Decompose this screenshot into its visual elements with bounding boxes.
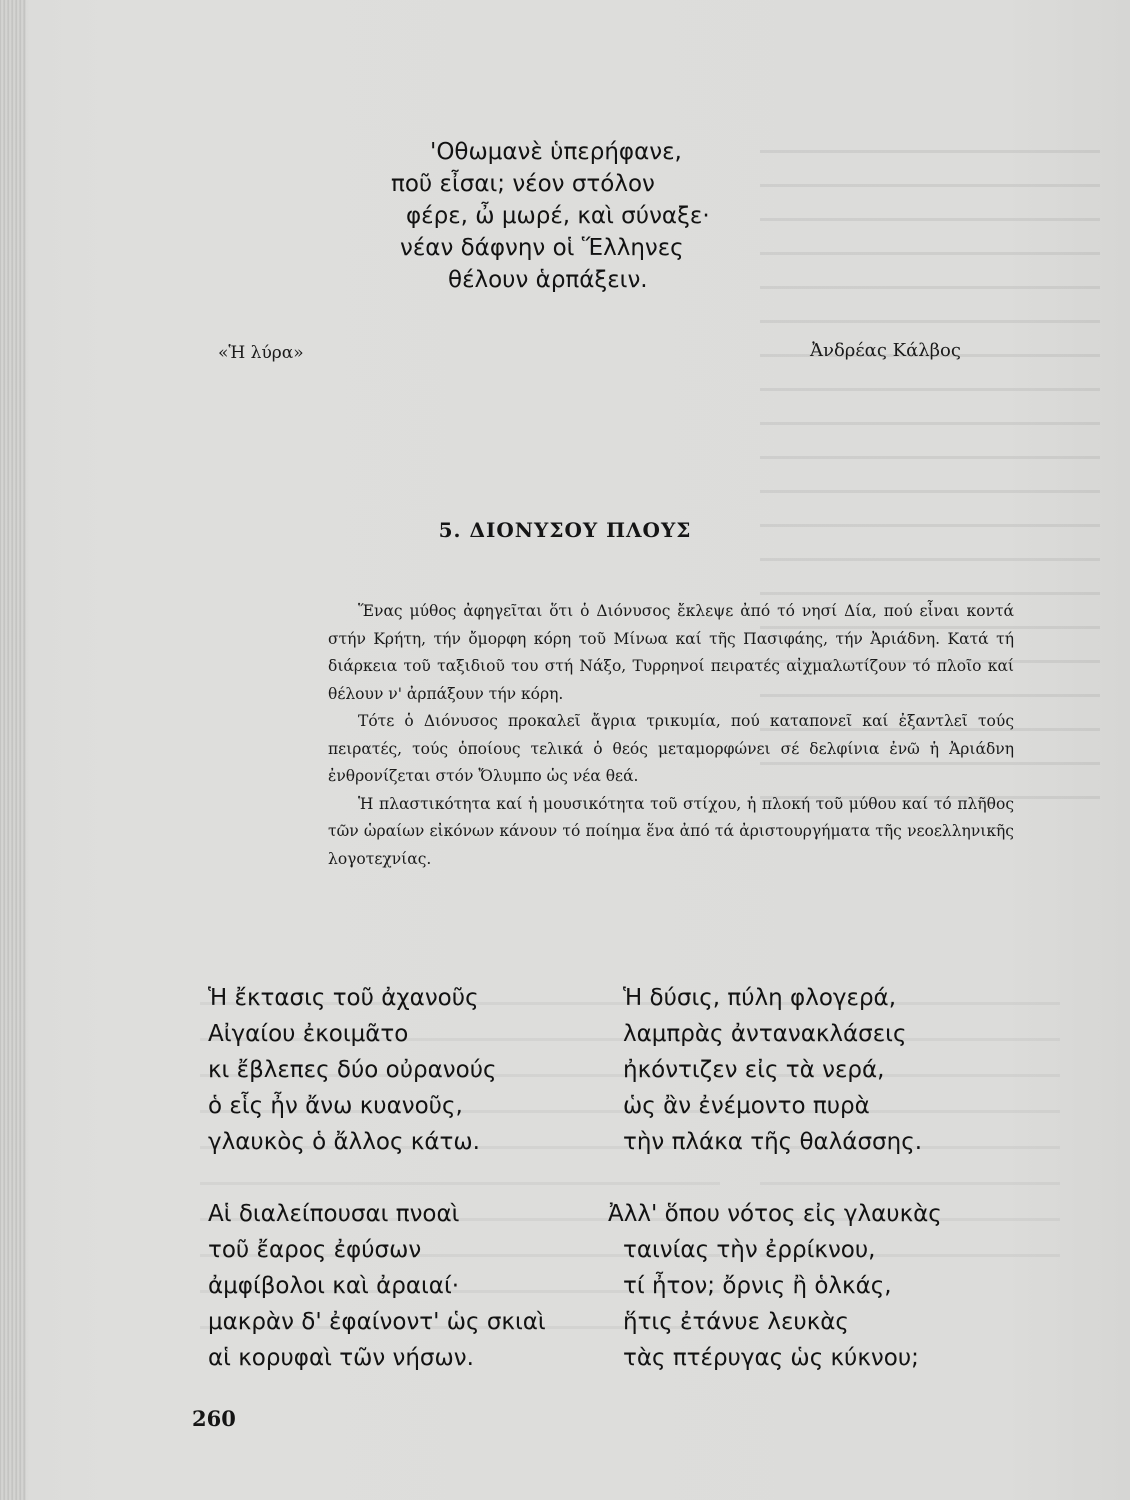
stanza-line: κι ἔβλεπες δύο οὐρανούς (208, 1057, 497, 1083)
stanza (208, 980, 497, 1160)
poem-author: Ἀνδρέας Κάλβος (810, 340, 961, 361)
poem-source: «Ἡ λύρα» (218, 343, 304, 363)
poem-line: 'Οθωμανὲ ὑπερήφανε, (430, 139, 682, 165)
stanza (608, 1196, 942, 1376)
stanza-line: μακρὰν δ' ἐφαίνοντ' ὡς σκιαὶ (208, 1309, 546, 1335)
stanza-line: Αἱ διαλείπουσαι πνοαὶ (208, 1201, 460, 1227)
stanza-line: τὴν πλάκα τῆς θαλάσσης. (623, 1129, 923, 1155)
stanza-line: γλαυκὸς ὁ ἄλλος κάτω. (208, 1129, 480, 1155)
poem-line: ποῦ εἶσαι; νέον στόλον (391, 171, 655, 197)
intro-paragraph: Ἡ πλαστικότητα καί ἡ μουσικότητα τοῦ στίχου, ἡ πλοκή τοῦ μύθου καί τό πλῆθος τῶν ὡραίων εἰκόνων κάνουν τό ποίημα ἕνα ἀπό τά ἀριστουργήματα τῆς νεοελληνικῆς λογοτεχνίας. (328, 794, 1014, 868)
stanza-line: ἀμφίβολοι καὶ ἀραιαί· (208, 1273, 460, 1299)
stanza-line: ὁ εἷς ἦν ἄνω κυανοῦς, (208, 1093, 463, 1119)
stanza (208, 1196, 546, 1376)
stanza-line: ἥτις ἐτάνυε λευκὰς (623, 1309, 849, 1335)
intro-paragraph: Τότε ὁ Διόνυσος προκαλεῖ ἄγρια τρικυμία, πού καταπονεῖ καί ἐξαντλεῖ τούς πειρατές, τούς ὁποίους τελικά ὁ θεός μεταμορφώνει σέ δελφίνια ἐνῶ ἡ Ἀριάδνη ἐνθρονίζεται στόν Ὄλυμπο ὡς νέα θεά. (328, 712, 1014, 785)
stanza-line: λαμπρὰς ἀντανακλάσεις (623, 1021, 907, 1047)
poem-line: νέαν δάφνην οἱ Ἕλληνες (400, 235, 684, 261)
stanza-line: ταινίας τὴν ἐρρίκνου, (623, 1237, 876, 1263)
stanza-line: ἠκόντιζεν εἰς τὰ νερά, (623, 1057, 885, 1083)
poem-line: θέλουν ἁρπάξειν. (448, 267, 648, 293)
stanza-line: τί ἦτον; ὄρνις ἢ ὁλκάς, (623, 1273, 892, 1299)
stanza-line: Αἰγαίου ἐκοιμᾶτο (208, 1021, 409, 1047)
stanza-line: ὡς ἂν ἐνέμοντο πυρὰ (623, 1093, 870, 1119)
stanza-line: τὰς πτέρυγας ὡς κύκνου; (623, 1345, 919, 1371)
stanza-line: Ἡ δύσις, πύλη φλογερά, (623, 985, 897, 1011)
stanza-line: Ἡ ἔκτασις τοῦ ἀχανοῦς (208, 985, 479, 1011)
quoted-poem (300, 136, 720, 296)
page-stack-edge (0, 0, 26, 1500)
stanza-line: τοῦ ἔαρος ἐφύσων (208, 1237, 422, 1263)
stanza (623, 980, 922, 1160)
poem-line: φέρε, ὦ μωρέ, καὶ σύναξε· (406, 203, 710, 229)
intro-text (328, 598, 1014, 873)
page-number: 260 (192, 1406, 236, 1431)
intro-paragraph: Ἕνας μύθος ἀφηγεῖται ὅτι ὁ Διόνυσος ἔκλεψε ἀπό τό νησί Δία, πού εἶναι κοντά στήν Κρήτη, τήν ὄμορφη κόρη τοῦ Μίνωα καί τῆς Πασιφάης, τήν Ἀριάδνη. Κατά τή διάρκεια τοῦ ταξιδιοῦ του στή Νάξο, Τυρρηνοί πειρατές αἰχμαλωτίζουν τό πλοῖο καί θέλουν ν' ἀρπάξουν τήν κόρη. (328, 602, 1014, 703)
stanza-line: Ἀλλ' ὅπου νότος εἰς γλαυκὰς (608, 1201, 942, 1227)
section-title: 5. ΔΙΟΝΥΣΟΥ ΠΛΟΥΣ (438, 518, 692, 542)
stanza-line: αἱ κορυφαὶ τῶν νήσων. (208, 1345, 474, 1371)
